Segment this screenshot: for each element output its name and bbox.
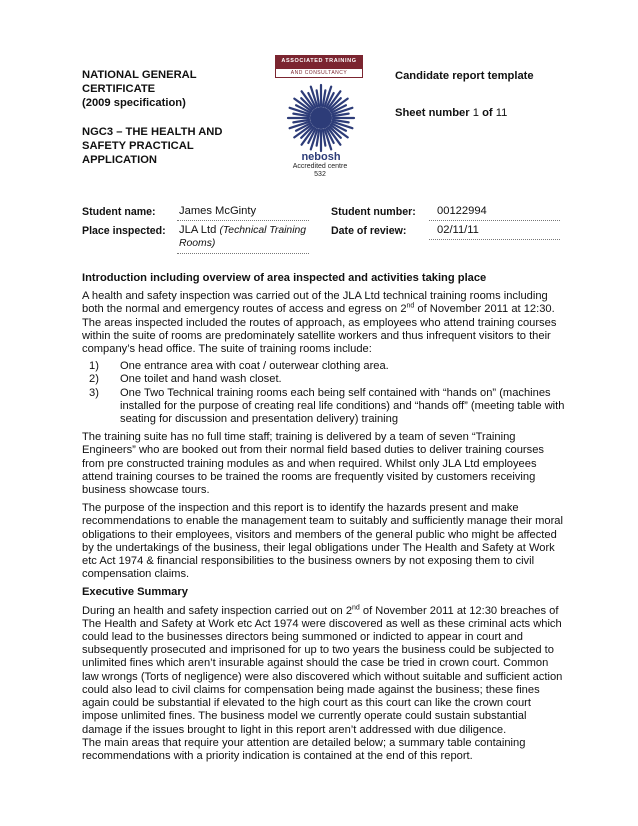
student-number-value: 00122994 <box>437 205 487 217</box>
qualification-line: CERTIFICATE <box>82 83 156 96</box>
student-number-label: Student number: <box>331 206 416 218</box>
qualification-title <box>82 68 257 167</box>
date-of-review-value: 02/11/11 <box>437 224 479 236</box>
qualification-line: NATIONAL GENERAL <box>82 69 197 81</box>
student-name-label: Student name: <box>82 206 156 218</box>
intro-paragraph-3: The purpose of the inspection and this report is to identify the hazards present and make recommendations to enable the management team to suitably and sufficiently manage their moral obligations to their employees, visitors and members of the general public who might be affected by the undertakings of the business, their legal obligations under The Health and Safety at Work etc Act 1974 & financial responsibilities to the business owners by not exposing them to civil compensation claims. <box>82 502 563 581</box>
template-title: Candidate report template <box>395 70 534 82</box>
accredited-text: Accredited centre <box>292 163 348 170</box>
nebosh-sunburst-icon <box>286 83 356 153</box>
field-underline <box>429 220 560 221</box>
intro-heading: Introduction including overview of area inspected and activities taking place <box>82 272 487 284</box>
qualification-line: (2009 specification) <box>82 97 186 110</box>
field-underline <box>177 253 309 254</box>
logo-band-top: ASSOCIATED TRAINING <box>275 55 363 68</box>
centre-number: 532 <box>314 171 326 178</box>
place-inspected-value <box>179 224 309 250</box>
place-note-2: Rooms) <box>179 238 216 249</box>
student-name-value: James McGinty <box>179 205 257 217</box>
logo-accredited <box>282 163 358 179</box>
place-inspected-label: Place inspected: <box>82 225 166 237</box>
date-of-review-label: Date of review: <box>331 225 407 237</box>
summary-paragraph-1: During an health and safety inspection carried out on 2nd of November 2011 at 12:30 breaches of The Health and Safety at Work etc Act 1974 were discovered as well as these criminal acts which could lead to the businesses directors being summoned or indicted to appear in court and subsequently prosecuted and imprisoned for up to two years the business could be subjected to unlimited fines which aren’t insurable against should the case be tried in crown court. Common law wrongs (Torts of negligence) were also discovered which without suitable and sufficient action could also lead to civil claims for compensation being made against the business; these fines again could be substantial if elevated to the high court as this court can like the crown court impose unlimited fines. The business model we currently operate could sustain substantial damage if the issues brought to light in this report aren’t addressed with due diligence. <box>82 603 563 736</box>
sheet-current: 1 <box>472 107 479 119</box>
unit-line: APPLICATION <box>82 154 157 167</box>
rooms-list <box>82 360 566 426</box>
intro-paragraph-2: The training suite has no full time staff; training is delivered by a team of seven “Training Engineers” who are booked out from their normal field based duties to deliver training courses from pre constructed training modules as and when required. Whilst only JLA Ltd employees attend training courses to be trained the rooms are frequently visited by customers receiving business showcase tours. <box>82 431 544 497</box>
report-body <box>82 272 566 763</box>
field-underline <box>429 239 560 240</box>
place-name: JLA Ltd <box>179 224 217 236</box>
list-item: 2) One toilet and hand wash closet. <box>89 373 282 386</box>
list-item: 3) One Two Technical training rooms each being self contained with “hands on” (machines installed for the purpose of creating real life conditions) and “hands off” (meeting table with seating for discussion and presentation delivery) training <box>89 386 565 426</box>
sheet-of: of <box>482 107 493 119</box>
logo-band-bottom: AND CONSULTANCY <box>275 68 363 78</box>
sun-core <box>310 107 332 129</box>
summary-paragraph-2: The main areas that require your attention are detailed below; a summary table containing recommendations with a priority indication is contained at the end of this report. <box>82 736 526 762</box>
unit-line: NGC3 – THE HEALTH AND <box>82 125 223 138</box>
logo-brand: nebosh <box>301 151 341 163</box>
place-note: (Technical Training <box>219 225 307 236</box>
sheet-number <box>395 107 507 119</box>
unit-line: SAFETY PRACTICAL <box>82 140 194 152</box>
nebosh-centre-logo <box>272 55 368 179</box>
executive-summary-heading: Executive Summary <box>82 586 188 599</box>
field-underline <box>177 220 309 221</box>
intro-paragraph-1: A health and safety inspection was carried out of the JLA Ltd technical training rooms including both the normal and emergency routes of access and egress on 2nd of November 2011 at 12:30. The areas inspected included the routes of approach, as employees who attend training courses within the suite of rooms are predominately satellite workers and thus infrequent visitors to their company’s head office. The suite of training rooms include: <box>82 290 557 356</box>
list-item: 1) One entrance area with coat / outerwear clothing area. <box>89 360 389 373</box>
sheet-label: Sheet number <box>395 107 470 119</box>
spacer <box>82 111 257 125</box>
sheet-total: 11 <box>495 107 508 119</box>
